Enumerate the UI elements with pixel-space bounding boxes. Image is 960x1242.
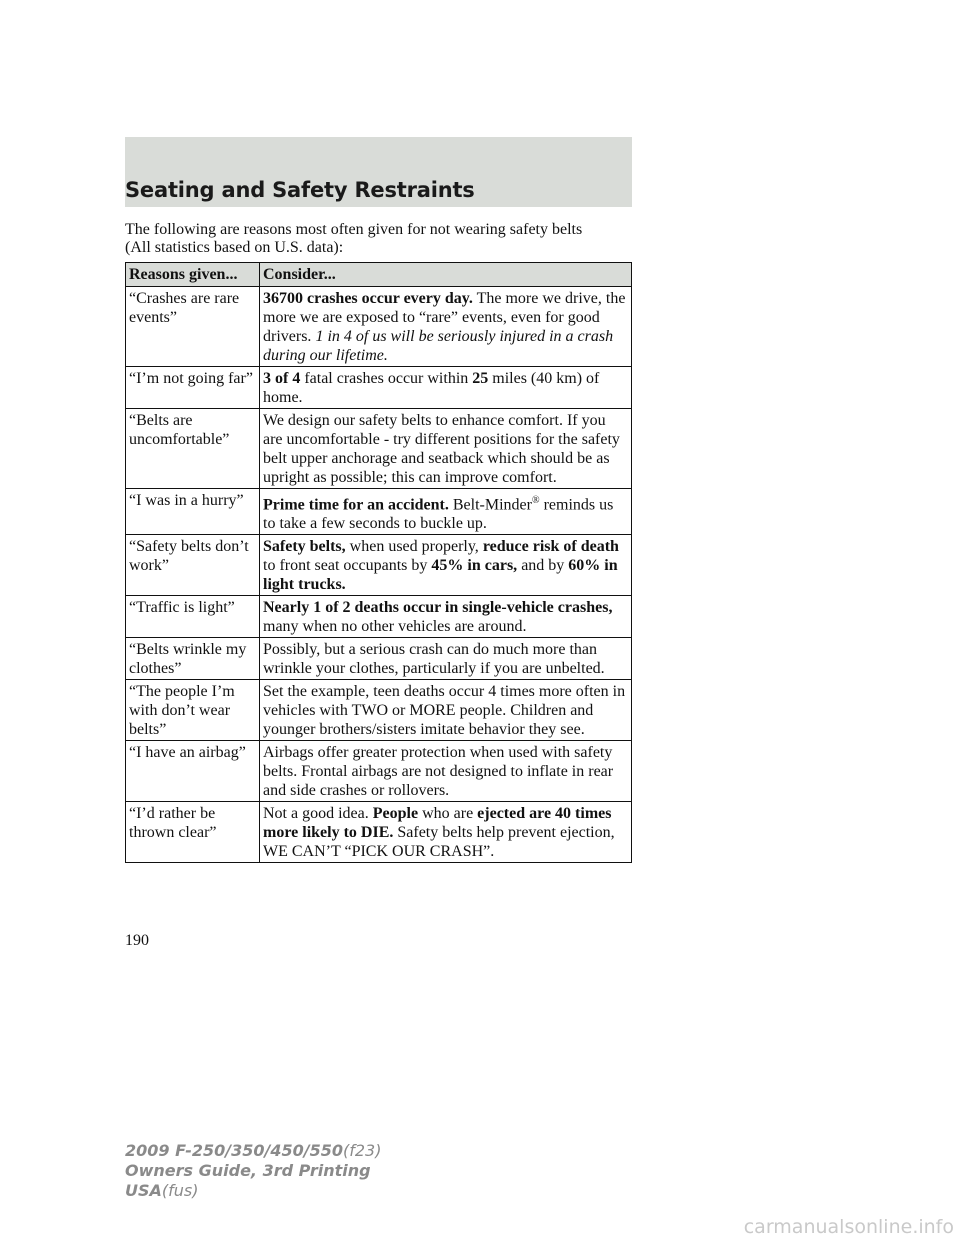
- consider-text: Belt-Minder: [448, 496, 532, 514]
- consider-text: who are: [418, 805, 478, 823]
- table-row: [126, 741, 632, 802]
- consider-emphasis: People: [372, 805, 419, 823]
- table-row: [126, 489, 632, 535]
- consider-text: reminds us to take a few seconds to buckle up.: [263, 496, 614, 533]
- reason-cell: “Safety belts don’t work”: [126, 535, 260, 596]
- section-title: Seating and Safety Restraints: [125, 178, 475, 202]
- table-row: [126, 596, 632, 638]
- table-row: [126, 409, 632, 489]
- consider-italic: 1 in 4 of us will be seriously injured in a crash during our lifetime.: [263, 328, 614, 364]
- consider-text: to front seat occupants by: [263, 557, 432, 575]
- table-header-row: [126, 263, 632, 287]
- footer-model-code: (f23): [343, 1141, 382, 1160]
- intro-paragraph: [125, 221, 645, 257]
- consider-emphasis: 25: [472, 370, 489, 387]
- consider-cell: [260, 802, 632, 863]
- footer-region-code: (fus): [161, 1181, 199, 1200]
- table-row: [126, 287, 632, 367]
- reason-cell: “I’m not going far”: [126, 367, 260, 409]
- consider-cell: [260, 287, 632, 367]
- consider-cell: [260, 596, 632, 638]
- consider-cell: [260, 367, 632, 409]
- consider-emphasis: Safety belts,: [263, 538, 346, 556]
- page-number: 190: [125, 932, 149, 949]
- consider-emphasis: Prime time for an accident.: [263, 496, 449, 514]
- consider-emphasis: 36700 crashes occur every day.: [263, 290, 473, 307]
- consider-text: fatal crashes occur within: [300, 370, 473, 387]
- footer-model: 2009 F-250/350/450/550: [125, 1141, 343, 1160]
- registered-mark: ®: [531, 495, 540, 506]
- consider-cell: [260, 409, 632, 489]
- reason-cell: “Traffic is light”: [126, 596, 260, 638]
- table-row: [126, 802, 632, 863]
- table-row: [126, 535, 632, 596]
- consider-emphasis: ejected are 40 times more likely to DIE.: [263, 805, 612, 842]
- intro-line-1: The following are reasons most often given for not wearing safety belts: [125, 221, 583, 238]
- consider-text: Set the example, teen deaths occur 4 times more often in vehicles with TWO or MORE people. Children and younger brothers/sisters imitate behavior they see.: [263, 683, 626, 739]
- consider-text: miles (40 km) of home.: [263, 370, 600, 406]
- reason-cell: “Belts are uncomfortable”: [126, 409, 260, 489]
- table-row: [126, 638, 632, 680]
- column-header-consider: Consider...: [260, 263, 632, 287]
- footer-region: USA: [125, 1181, 162, 1200]
- reason-cell: “Crashes are rare events”: [126, 287, 260, 367]
- consider-cell: [260, 638, 632, 680]
- table-row: [126, 367, 632, 409]
- document-footer: [125, 1141, 381, 1201]
- consider-cell: [260, 535, 632, 596]
- consider-emphasis: Nearly 1 of 2 deaths occur in single-vehicle crashes,: [263, 599, 613, 617]
- reason-cell: “The people I’m with don’t wear belts”: [126, 680, 260, 741]
- column-header-reasons: Reasons given...: [126, 263, 260, 287]
- reason-cell: “I have an airbag”: [126, 741, 260, 802]
- intro-line-2: (All statistics based on U.S. data):: [125, 239, 344, 256]
- consider-text: We design our safety belts to enhance comfort. If you are uncomfortable - try different positions for the safety belt upper anchorage and seatback which should be as upright as possible; this can improve comfort.: [263, 412, 620, 486]
- consider-text: Not a good idea.: [263, 805, 373, 823]
- reason-cell: “I was in a hurry”: [126, 489, 260, 535]
- footer-region-line: [125, 1181, 381, 1201]
- consider-text: many when no other vehicles are around.: [263, 618, 527, 636]
- consider-emphasis: 60% in light trucks.: [263, 557, 618, 594]
- consider-text: Safety belts help prevent ejection, WE CAN’T “PICK OUR CRASH”.: [263, 824, 615, 861]
- consider-text: The more we drive, the more we are exposed to “rare” events, even for good drivers.: [263, 290, 626, 345]
- consider-cell: [260, 489, 632, 535]
- footer-model-line: [125, 1141, 381, 1161]
- consider-emphasis: 45% in cars,: [431, 557, 518, 575]
- reasons-table: [125, 262, 632, 863]
- consider-cell: [260, 680, 632, 741]
- reason-cell: “I’d rather be thrown clear”: [126, 802, 260, 863]
- consider-cell: [260, 741, 632, 802]
- consider-text: when used properly,: [345, 538, 483, 556]
- consider-emphasis: reduce risk of death: [482, 538, 619, 556]
- reason-cell: “Belts wrinkle my clothes”: [126, 638, 260, 680]
- consider-text: and by: [517, 557, 569, 575]
- watermark: carmanualsonline.info: [743, 1216, 954, 1238]
- table-row: [126, 680, 632, 741]
- footer-guide: Owners Guide, 3rd Printing: [125, 1161, 371, 1180]
- consider-text: Airbags offer greater protection when used with safety belts. Frontal airbags are not designed to inflate in rear and side crashes or rollovers.: [263, 744, 614, 800]
- consider-emphasis: 3 of 4: [263, 370, 301, 387]
- consider-text: Possibly, but a serious crash can do much more than wrinkle your clothes, particularly if you are unbelted.: [263, 641, 605, 678]
